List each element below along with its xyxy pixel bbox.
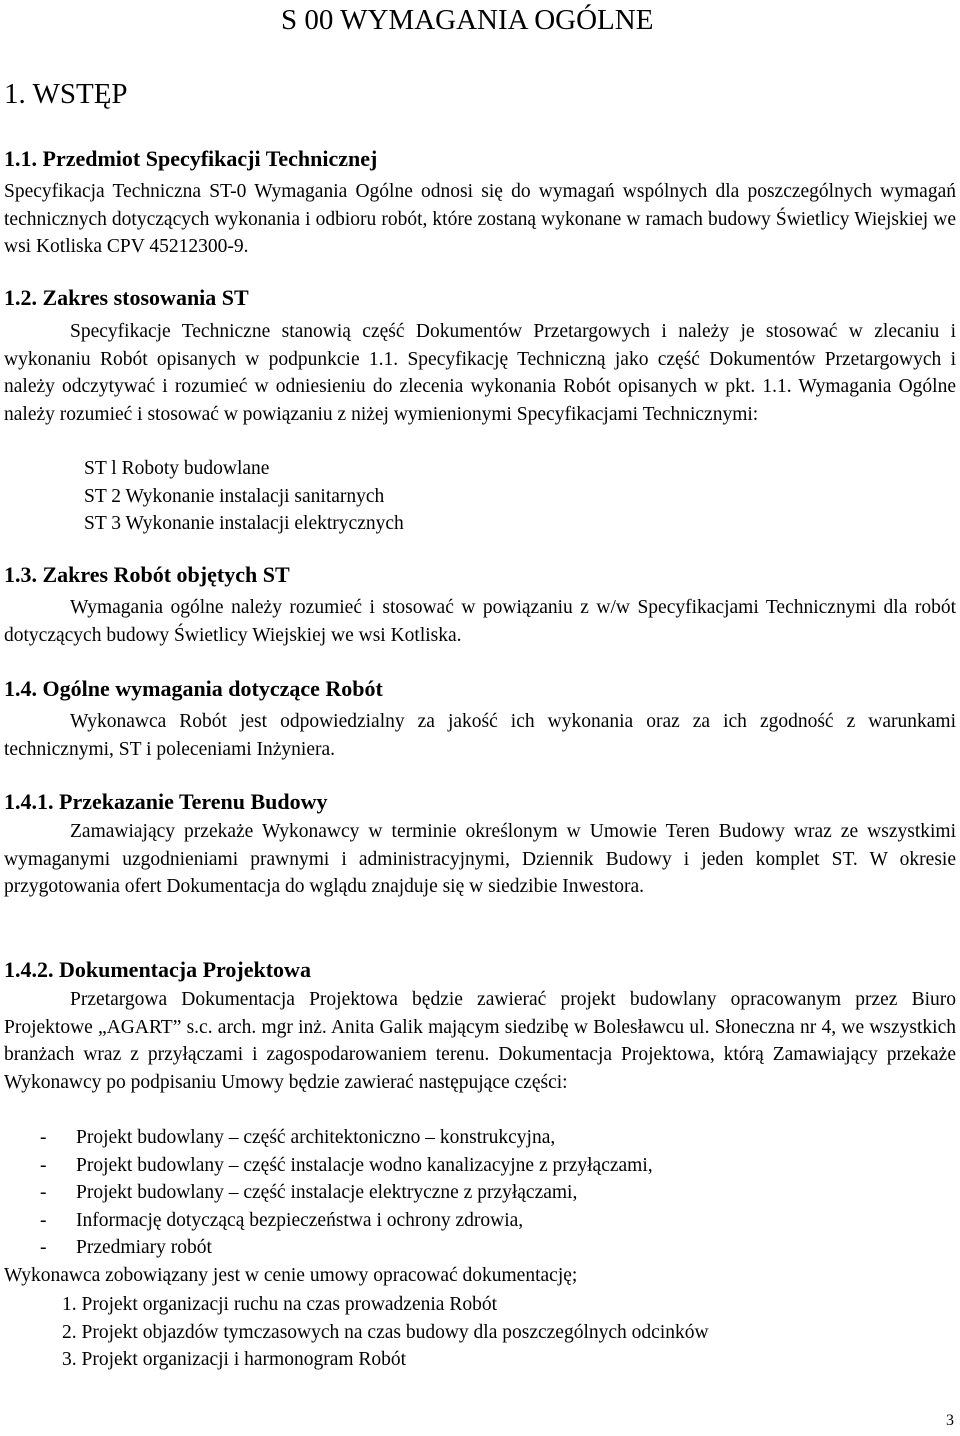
list-item: - Projekt budowlany – część instalacje wodno kanalizacyjne z przyłączami, — [40, 1154, 653, 1176]
section-1-2-text: Specyfikacje Techniczne stanowią część Dokumentów Przetargowych i należy je stosować w zlecaniu i wykonaniu Robót opisanych w podpunkcie 1.1. Specyfikację Techniczną jako część Dokumentów Przetargowych i należy odczytywać i rozumieć w odniesieniu do zlecenia wykonania Robót opisanych w pkt. 1.1. Wymagania Ogólne należy rozumieć i stosować w powiązaniu z niżej wymienionymi Specyfikacjami Technicznymi: — [4, 321, 956, 425]
list-item: - Projekt budowlany – część architektoniczno – konstrukcyjna, — [40, 1127, 556, 1148]
section-1-4-2-heading: 1.4.2. Dokumentacja Projektowa — [4, 957, 311, 982]
list-item: - Informację dotyczącą bezpieczeństwa i ochrony zdrowia, — [40, 1209, 524, 1231]
section-1-1-heading: 1.1. Przedmiot Specyfikacji Technicznej — [4, 146, 378, 171]
numbered-list — [62, 1291, 709, 1374]
list-item: ST l Roboty budowlane — [84, 458, 270, 479]
section-1-heading: 1. WSTĘP — [4, 78, 128, 110]
section-1-4-text: Wykonawca Robót jest odpowiedzialny za jakość ich wykonania oraz za ich zgodność z warunkami technicznymi, ST i poleceniami Inżyniera. — [4, 711, 956, 760]
document-title: S 00 WYMAGANIA OGÓLNE — [281, 4, 654, 36]
section-1-4-heading: 1.4. Ogólne wymagania dotyczące Robót — [4, 676, 383, 701]
list-item: - Projekt budowlany – część instalacje elektryczne z przyłączami, — [40, 1182, 578, 1203]
obligation-text: Wykonawca zobowiązany jest w cenie umowy opracować dokumentację; — [4, 1265, 578, 1286]
section-1-3-heading: 1.3. Zakres Robót objętych ST — [4, 562, 290, 587]
section-1-1-text: Specyfikacja Techniczna ST-0 Wymagania Ogólne odnosi się do wymagań wspólnych dla poszczególnych wymagań technicznych dotyczących wykonania i odbioru robót, które zostaną wykonane w ramach budowy Świetlicy Wiejskiej we wsi Kotliska CPV 45212300-9. — [4, 181, 956, 257]
list-item: 3. Projekt organizacji i harmonogram Robót — [62, 1349, 407, 1370]
section-1-4-1-heading: 1.4.1. Przekazanie Terenu Budowy — [4, 789, 328, 814]
list-item: ST 3 Wykonanie instalacji elektrycznych — [84, 513, 404, 534]
documentation-parts-list — [40, 1124, 653, 1262]
section-1-4-2-text: Przetargowa Dokumentacja Projektowa będzie zawierać projekt budowlany opracowanym przez Biuro Projektowe „AGART” s.c. arch. mgr inż. Anita Galik mającym siedzibę w Bolesławcu ul. Słoneczna nr 4, we wszystkich branżach wraz z przyłączami i zagospodarowaniem terenu. Dokumentacja Projektowa, którą Zamawiający przekaże Wykonawcy po podpisaniu Umowy będzie zawierać następujące części: — [4, 989, 956, 1093]
st-list — [84, 455, 404, 538]
page-number: 3 — [946, 1412, 954, 1429]
list-item: 2. Projekt objazdów tymczasowych na czas budowy dla poszczególnych odcinków — [62, 1321, 709, 1343]
list-item: 1. Projekt organizacji ruchu na czas prowadzenia Robót — [62, 1294, 497, 1315]
section-1-4-1-text: Zamawiający przekaże Wykonawcy w terminie określonym w Umowie Teren Budowy wraz ze wszystkimi wymaganymi uzgodnieniami prawnymi i administracyjnymi, Dziennik Budowy i jeden komplet ST. W okresie przygotowania ofert Dokumentacja do wglądu znajduje się w siedzibie Inwestora. — [4, 821, 956, 897]
section-1-3-text: Wymagania ogólne należy rozumieć i stosować w powiązaniu z w/w Specyfikacjami Technicznymi dla robót dotyczących budowy Świetlicy Wiejskiej we wsi Kotliska. — [4, 597, 956, 646]
section-1-2-heading: 1.2. Zakres stosowania ST — [4, 285, 249, 310]
list-item: - Przedmiary robót — [40, 1237, 212, 1258]
list-item: ST 2 Wykonanie instalacji sanitarnych — [84, 485, 385, 507]
